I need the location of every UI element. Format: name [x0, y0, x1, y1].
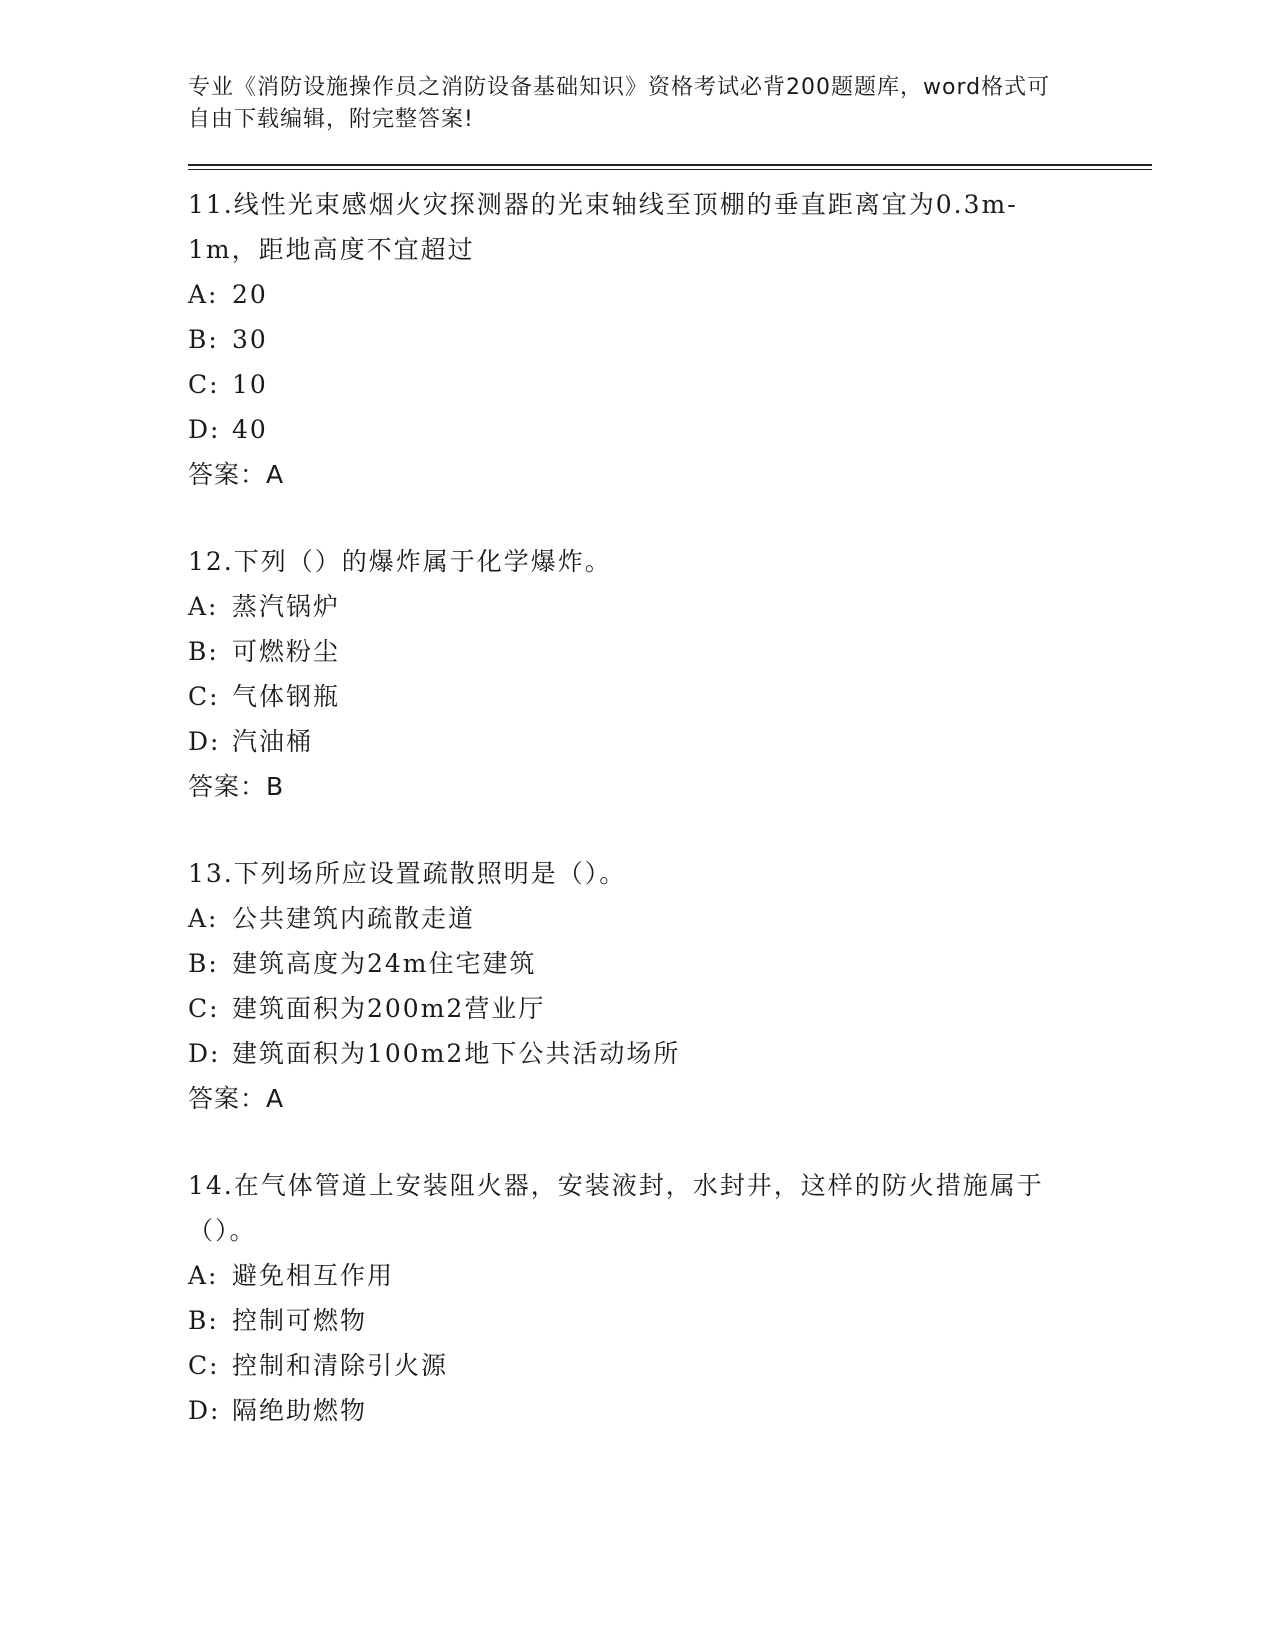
option-b	[188, 629, 1148, 674]
option-text: 控制和清除引火源	[232, 1351, 449, 1380]
option-b	[188, 1298, 1148, 1343]
option-text: 避免相互作用	[232, 1261, 395, 1290]
option-c	[188, 674, 1148, 719]
option-key: D:	[188, 1039, 221, 1068]
option-c	[188, 362, 1148, 407]
option-text: 公共建筑内疏散走道	[232, 904, 476, 933]
option-text: 建筑面积为100m2地下公共活动场所	[232, 1039, 681, 1068]
option-c	[188, 1343, 1148, 1388]
question-stem: 12.下列（）的爆炸属于化学爆炸。	[188, 547, 612, 576]
option-key: B:	[188, 325, 219, 354]
option-key: A:	[188, 280, 219, 309]
option-a	[188, 584, 1148, 629]
document-header: 专业《消防设施操作员之消防设备基础知识》资格考试必背200题题库，word格式可自由下载编辑，附完整答案!	[188, 75, 1051, 132]
option-key: A:	[188, 904, 219, 933]
option-key: C:	[188, 994, 220, 1023]
option-key: B:	[188, 1306, 219, 1335]
option-text: 40	[232, 415, 268, 444]
question-item	[188, 539, 1148, 809]
option-key: B:	[188, 949, 219, 978]
option-key: A:	[188, 592, 219, 621]
option-text: 30	[232, 325, 268, 354]
option-d	[188, 407, 1148, 452]
answer-line: 答案：A	[188, 1084, 285, 1113]
option-key: A:	[188, 1261, 219, 1290]
option-key: B:	[188, 637, 219, 666]
option-text: 汽油桶	[232, 727, 314, 756]
option-b	[188, 941, 1148, 986]
answer-line: 答案：B	[188, 772, 285, 801]
option-key: D:	[188, 727, 221, 756]
question-item	[188, 182, 1148, 497]
option-d	[188, 1388, 1148, 1433]
question-stem: 14.在气体管道上安装阻火器，安装液封，水封井，这样的防火措施属于（）。	[188, 1171, 1044, 1245]
option-a	[188, 272, 1148, 317]
header-divider	[188, 164, 1152, 170]
option-text: 20	[232, 280, 268, 309]
option-text: 蒸汽锅炉	[232, 592, 341, 621]
option-text: 隔绝助燃物	[232, 1396, 368, 1425]
option-key: C:	[188, 682, 220, 711]
option-key: D:	[188, 415, 221, 444]
question-stem: 13.下列场所应设置疏散照明是（）。	[188, 859, 627, 888]
option-text: 建筑高度为24m住宅建筑	[232, 949, 537, 978]
option-text: 气体钢瓶	[232, 682, 341, 711]
question-list	[188, 182, 1148, 1433]
option-a	[188, 896, 1148, 941]
option-text: 建筑面积为200m2营业厅	[232, 994, 546, 1023]
option-d	[188, 719, 1148, 764]
question-item	[188, 851, 1148, 1121]
option-text: 可燃粉尘	[232, 637, 341, 666]
document-page	[188, 72, 1148, 1475]
option-b	[188, 317, 1148, 362]
option-key: C:	[188, 370, 220, 399]
option-key: D:	[188, 1396, 221, 1425]
option-d	[188, 1031, 1148, 1076]
option-text: 控制可燃物	[232, 1306, 368, 1335]
answer-line: 答案：A	[188, 460, 285, 489]
option-key: C:	[188, 1351, 220, 1380]
option-c	[188, 986, 1148, 1031]
question-stem: 11.线性光束感烟火灾探测器的光束轴线至顶棚的垂直距离宜为0.3m-1m，距地高度不宜超过	[188, 190, 1018, 264]
option-a	[188, 1253, 1148, 1298]
question-item	[188, 1163, 1148, 1433]
option-text: 10	[232, 370, 268, 399]
